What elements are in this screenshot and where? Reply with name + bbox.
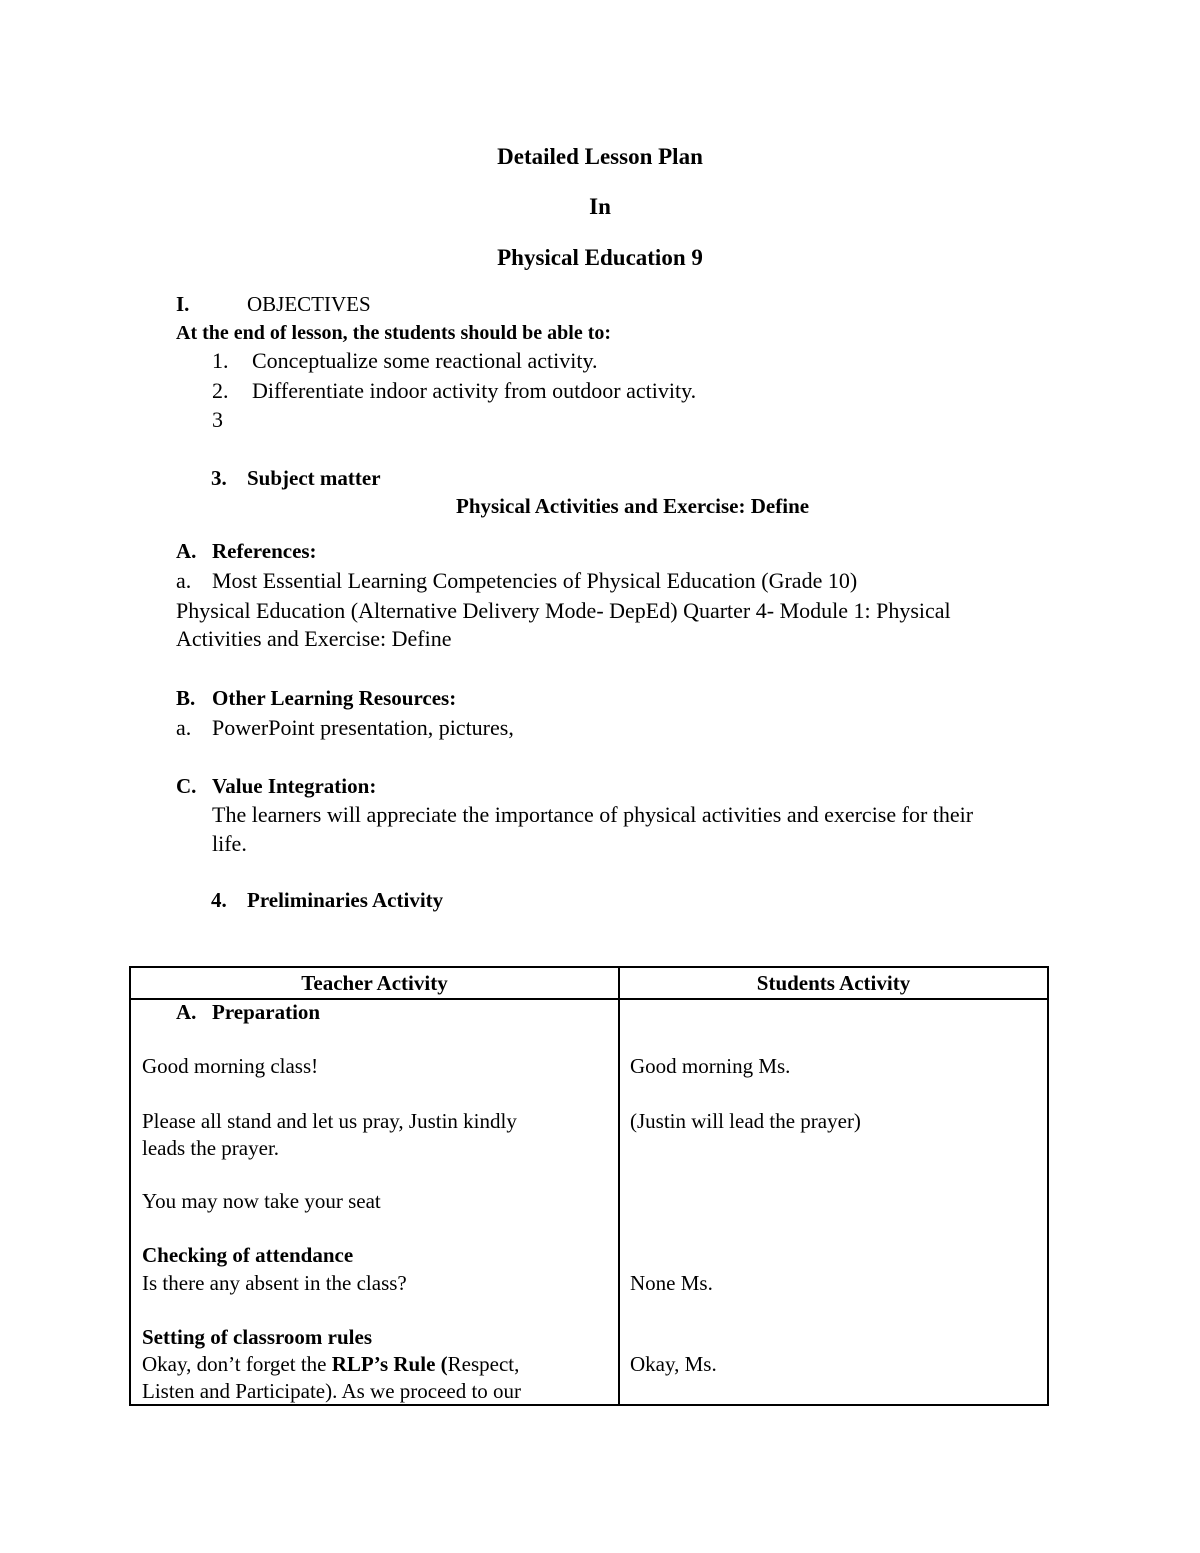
objective-text: Differentiate indoor activity from outdoor activity. <box>252 378 697 403</box>
activity-table <box>129 966 1049 1406</box>
attendance-heading: Checking of attendance <box>142 1243 354 1267</box>
attendance-question: Is there any absent in the class? <box>142 1271 407 1295</box>
preliminaries-heading: Preliminaries Activity <box>247 888 444 912</box>
teacher-greeting: Good morning class! <box>142 1054 319 1078</box>
teacher-prayer-line: Please all stand and let us pray, Justin kindly <box>142 1109 517 1133</box>
student-rules-reply: Okay, Ms. <box>630 1352 717 1376</box>
references-letter: A. <box>176 539 197 563</box>
reference-line: Physical Education (Alternative Delivery Mode- DepEd) Quarter 4- Module 1: Physical <box>176 598 951 623</box>
objective-text: Conceptualize some reactional activity. <box>252 348 598 373</box>
value-integration-text: The learners will appreciate the importance of physical activities and exercise for their <box>212 802 974 827</box>
preparation-letter: A. <box>176 1000 197 1024</box>
objective-number: 2. <box>212 378 229 403</box>
resource-item-letter: a. <box>176 715 192 740</box>
teacher-seat-instruction: You may now take your seat <box>142 1189 381 1213</box>
table-row <box>130 999 1048 1405</box>
students-activity-header: Students Activity <box>619 967 1048 999</box>
objectives-heading: OBJECTIVES <box>247 292 371 316</box>
reference-line: Activities and Exercise: Define <box>176 626 452 651</box>
teacher-activity-cell <box>130 999 619 1405</box>
students-activity-cell <box>619 999 1048 1405</box>
value-integration-text: life. <box>212 831 247 856</box>
rules-text-bold: RLP’s Rule ( <box>331 1352 448 1376</box>
preliminaries-number: 4. <box>211 888 227 912</box>
student-attendance-reply: None Ms. <box>630 1271 713 1295</box>
preparation-heading: Preparation <box>212 1000 321 1024</box>
lesson-plan-title: Detailed Lesson Plan <box>497 144 703 169</box>
lesson-plan-subject: Physical Education 9 <box>497 245 703 270</box>
student-greeting-reply: Good morning Ms. <box>630 1054 791 1078</box>
resources-heading: Other Learning Resources: <box>212 686 457 710</box>
rules-text-line: Listen and Participate). As we proceed to our <box>142 1379 522 1403</box>
rules-text-post: Respect, <box>447 1352 520 1376</box>
objective-number: 3 <box>212 407 223 432</box>
objectives-numeral: I. <box>176 292 190 316</box>
objective-number: 1. <box>212 348 229 373</box>
reference-item-text: Most Essential Learning Competencies of Physical Education (Grade 10) <box>212 568 858 593</box>
subject-matter-number: 3. <box>211 466 227 490</box>
references-heading: References: <box>212 539 317 563</box>
value-integration-heading: Value Integration: <box>212 774 377 798</box>
subject-matter-heading: Subject matter <box>247 466 381 490</box>
teacher-prayer-line: leads the prayer. <box>142 1136 280 1160</box>
lesson-plan-title-in: In <box>589 194 611 219</box>
table-header-row <box>130 967 1048 999</box>
value-integration-letter: C. <box>176 774 197 798</box>
reference-item-letter: a. <box>176 568 192 593</box>
rules-text-pre: Okay, don’t forget the <box>142 1352 332 1376</box>
subject-matter-topic: Physical Activities and Exercise: Define <box>456 494 810 518</box>
teacher-activity-header: Teacher Activity <box>130 967 619 999</box>
resources-letter: B. <box>176 686 196 710</box>
resource-item-text: PowerPoint presentation, pictures, <box>212 715 514 740</box>
rules-heading: Setting of classroom rules <box>142 1325 373 1349</box>
objectives-intro: At the end of lesson, the students should be able to: <box>176 322 612 344</box>
student-prayer-reply: (Justin will lead the prayer) <box>630 1109 861 1133</box>
rules-text-line <box>142 1352 519 1377</box>
